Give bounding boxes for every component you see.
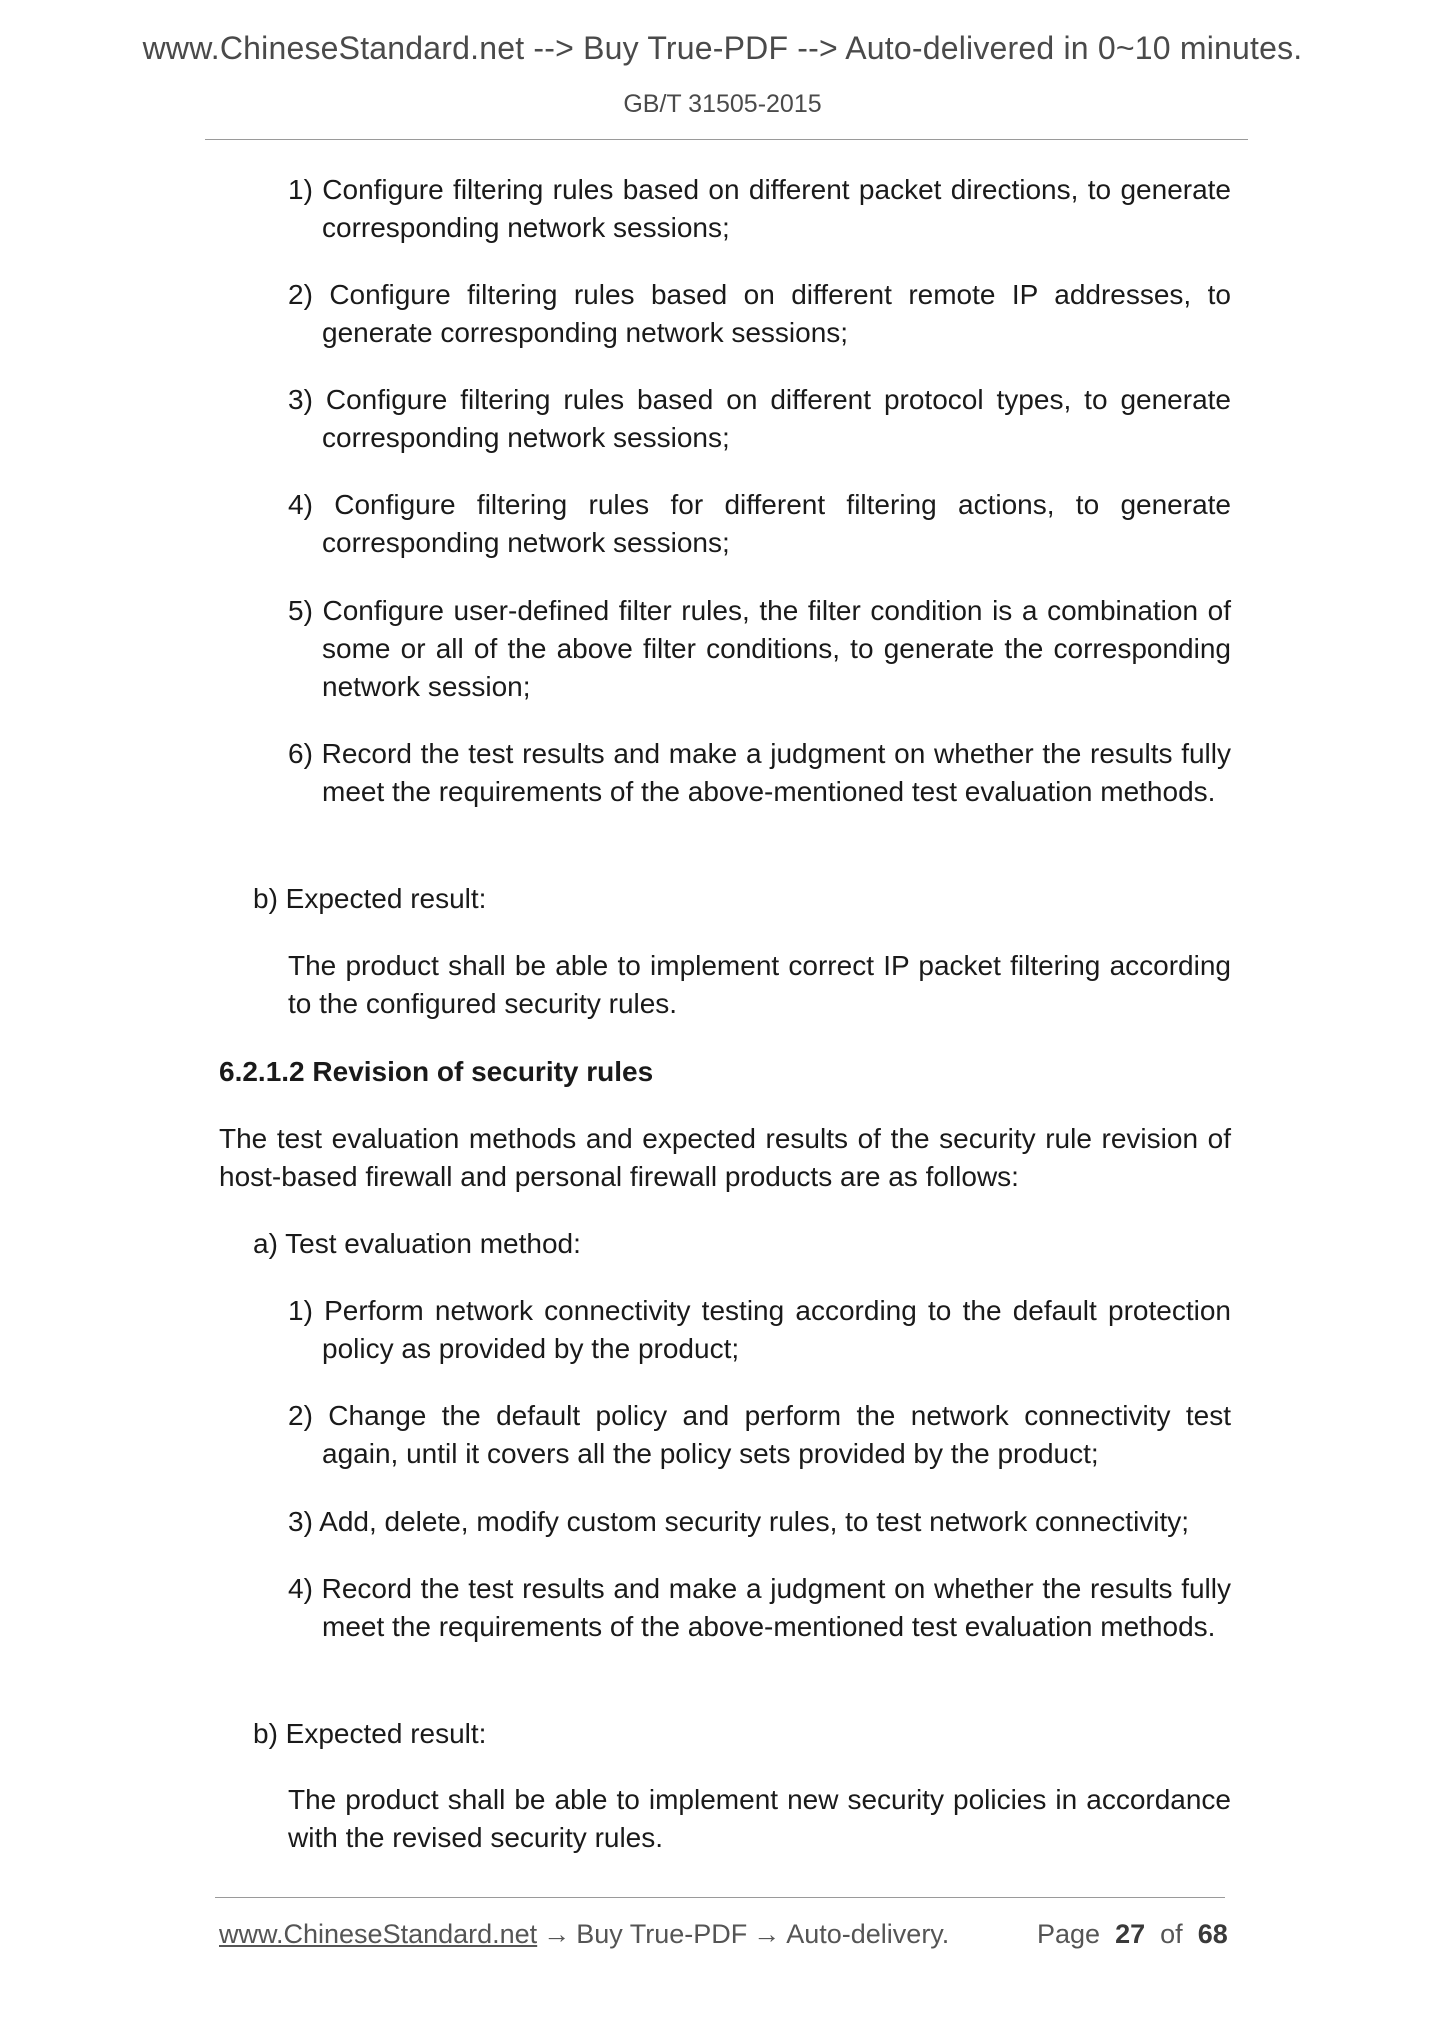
section-intro: The test evaluation methods and expected results of the security rule revision of host-based firewall and personal firewall products are as follows: bbox=[219, 1123, 1231, 1192]
footer-divider bbox=[215, 1897, 1225, 1898]
expected-result-text: The product shall be able to implement correct IP packet filtering according to the configured security rules. bbox=[288, 950, 1231, 1019]
list-item: 2) Configure filtering rules based on different remote IP addresses, to generate corresponding network sessions; bbox=[288, 279, 1231, 348]
list-item: 4) Record the test results and make a judgment on whether the results fully meet the requirements of the above-mentioned test evaluation methods. bbox=[288, 1573, 1232, 1642]
delivery-text: Auto-delivery. bbox=[786, 1919, 950, 1949]
list-item: 3) Configure filtering rules based on different protocol types, to generate corresponding network sessions; bbox=[288, 384, 1231, 453]
section-heading: 6.2.1.2 Revision of security rules bbox=[219, 1056, 654, 1087]
arrow-icon: → bbox=[753, 1919, 781, 1949]
list-item: 5) Configure user-defined filter rules, the filter condition is a combination of some or all of the above filter conditions, to generate the corresponding network session; bbox=[288, 595, 1231, 702]
current-page: 27 bbox=[1115, 1919, 1146, 1949]
header-divider bbox=[205, 139, 1248, 140]
method-label: a) Test evaluation method: bbox=[253, 1228, 581, 1259]
buy-text: Buy True-PDF bbox=[576, 1919, 748, 1949]
total-pages: 68 bbox=[1197, 1919, 1228, 1949]
list-item: 1) Configure filtering rules based on different packet directions, to generate corresponding network sessions; bbox=[288, 174, 1232, 243]
list-item: 6) Record the test results and make a judgment on whether the results fully meet the requirements of the above-mentioned test evaluation methods. bbox=[288, 738, 1232, 807]
list-item: 1) Perform network connectivity testing according to the default protection policy as provided by the product; bbox=[288, 1295, 1231, 1364]
expected-result-label: b) Expected result: bbox=[253, 883, 487, 914]
site-link[interactable]: www.ChineseStandard.net bbox=[219, 1919, 538, 1949]
list-item: 2) Change the default policy and perform the network connectivity test again, until it covers all the policy sets provided by the product; bbox=[288, 1400, 1231, 1469]
expected-result-label: b) Expected result: bbox=[253, 1718, 487, 1749]
footer-links bbox=[219, 1916, 949, 1952]
list-item: 4) Configure filtering rules for different filtering actions, to generate corresponding network sessions; bbox=[288, 489, 1231, 558]
arrow-icon: → bbox=[543, 1919, 571, 1949]
document-id: GB/T 31505-2015 bbox=[623, 90, 822, 118]
site-banner[interactable]: www.ChineseStandard.net --> Buy True-PDF --> Auto-delivered in 0~10 minutes. bbox=[142, 30, 1303, 66]
expected-result-text: The product shall be able to implement new security policies in accordance with the revised security rules. bbox=[288, 1784, 1231, 1853]
list-item: 3) Add, delete, modify custom security rules, to test network connectivity; bbox=[288, 1506, 1190, 1537]
page-number: Page 27 of 68 bbox=[1037, 1919, 1228, 1949]
